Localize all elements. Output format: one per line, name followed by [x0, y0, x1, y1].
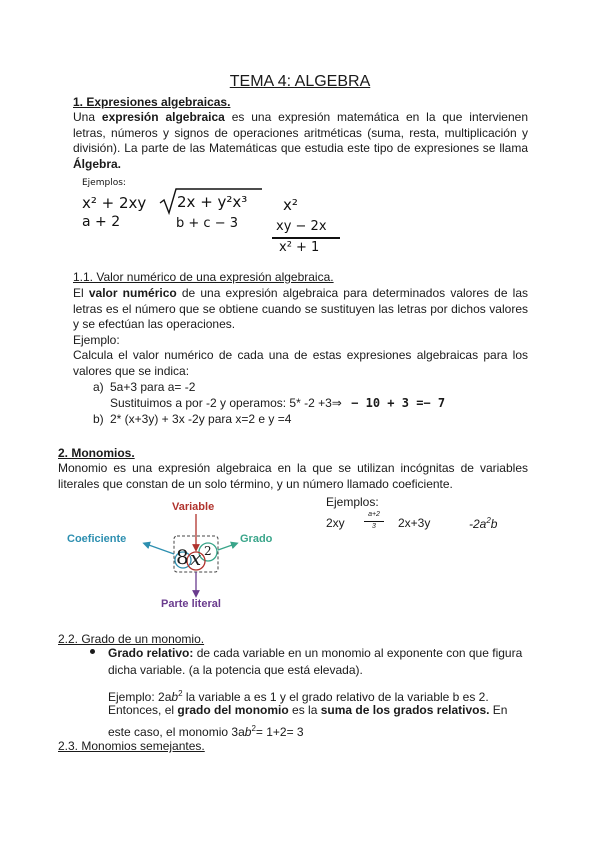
section-1-1-heading: 1.1. Valor numérico de una expresión algebraica.	[73, 270, 334, 284]
diagram-exponent: 2	[204, 544, 212, 558]
grado-relativo-definition: Grado relativo: de cada variable en un monomio al exponente con que figura dicha variable. (a la potencia que está elevada).	[108, 646, 523, 677]
section-2-3-heading: 2.3. Monomios semejantes.	[58, 739, 205, 753]
handwritten-expr-5: x²	[283, 196, 298, 214]
section-2-definition: Monomio es una expresión algebraica en la que se utilizan incógnitas de variables literales que constan de un solo término, y un número llamado coeficiente.	[58, 461, 528, 491]
example-label: Ejemplo:	[73, 333, 120, 347]
item-b-text: 2* (x+3y) + 3x -2y para x=2 e y =4	[110, 412, 292, 426]
exercise-statement: Calcula el valor numérico de cada una de estas expresiones algebraicas para los valores que se indica:	[73, 348, 528, 378]
diagram-variable: x	[190, 546, 202, 570]
grado-monomio-definition: Entonces, el grado del monomio es la suma de los grados relativos. En	[108, 703, 508, 717]
item-b-marker: b)	[93, 412, 104, 426]
section-2-heading: 2. Monomios.	[58, 446, 135, 460]
diagram-coefficient: 8	[176, 545, 189, 569]
diagram-coeficiente-label: Coeficiente	[67, 533, 127, 545]
section-2-2-heading: 2.2. Grado de un monomio.	[58, 632, 205, 646]
handwritten-expr-4: b + c − 3	[176, 216, 238, 231]
item-a-result: − 10 + 3 =− 7	[351, 396, 446, 410]
monomio-example-2-numerator: a+2	[368, 511, 380, 518]
section-1-1-definition: El valor numérico de una expresión algebraica para determinados valores de las letras es el número que se obtiene cuando se sustituyen las letras por dichos valores y se efectúan las operaciones.	[73, 286, 529, 332]
page-title: TEMA 4: ALGEBRA	[229, 73, 371, 90]
handwritten-fraction-denominator: x² + 1	[279, 240, 320, 255]
monomio-examples-label: Ejemplos:	[326, 495, 379, 509]
monomio-example-4: $-2a^2b$	[469, 516, 498, 531]
diagram-parte-literal-label: Parte literal	[161, 598, 221, 610]
monomio-example-2-bar	[364, 521, 384, 522]
section-1-heading: 1. Expresiones algebraicas.	[73, 95, 231, 109]
monomio-example-3: 2x+3y	[398, 516, 431, 530]
grado-monomio-example: este caso, el monomio $3ab^2= 1+2= 3$	[108, 724, 304, 739]
grado-relativo-example: Ejemplo: $2ab^2$ la variable a es 1 y el grado relativo de la variable b es 2.	[108, 689, 489, 704]
handwritten-expr-1: x² + 2xy	[82, 194, 147, 212]
handwritten-examples-label: Ejemplos:	[82, 178, 126, 188]
item-a-text: 5a+3 para a= -2	[110, 380, 196, 394]
handwritten-expr-3: 2x + y²x³	[177, 193, 248, 211]
diagram-grado-label: Grado	[240, 533, 273, 545]
diagram-variable-label: Variable	[172, 501, 215, 513]
handwritten-expr-2: a + 2	[82, 214, 121, 230]
handwritten-fraction-bar	[272, 237, 340, 239]
section-1-intro: Una expresión algebraica es una expresión matemática en la que intervienen letras, números y signos de operaciones aritméticas (suma, resta, multiplicación y división). La parte de las Matemáticas que estudia este tipo de expresiones se llama Álgebra.	[73, 110, 528, 171]
item-a-marker: a)	[93, 380, 104, 394]
monomio-example-2-denominator: 3	[372, 523, 376, 530]
bullet-icon	[90, 649, 95, 654]
monomio-example-1: 2xy	[326, 516, 345, 530]
item-a-substitution: Sustituimos a por -2 y operamos: 5* -2 +3⇒ − 10 + 3 =− 7	[110, 396, 446, 410]
handwritten-fraction-numerator: xy − 2x	[276, 219, 327, 234]
